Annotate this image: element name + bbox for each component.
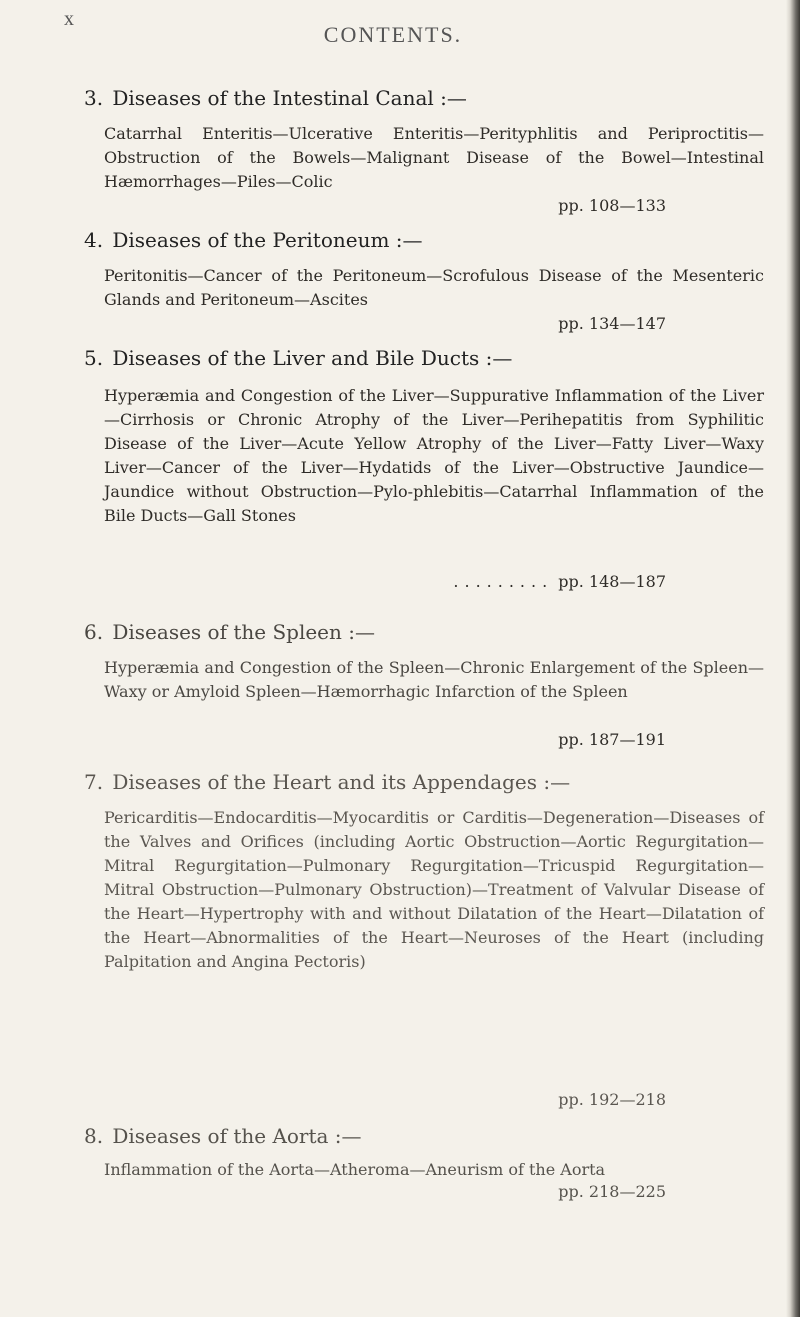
- dot-leader: .........: [453, 572, 554, 591]
- section-body: Inflammation of the Aorta—Atheroma—Aneurism of the Aorta: [104, 1160, 606, 1179]
- section-body: Hyperæmia and Congestion of the Spleen—Chronic Enlargement of the Spleen—Waxy or Amyloid Spleen—Hæmorrhagic Infarction of the Spleen: [104, 658, 764, 701]
- section-body: Peritonitis—Cancer of the Peritoneum—Scrofulous Disease of the Mesenteric Glands and Peritoneum—Ascites: [104, 266, 764, 309]
- page-range: ......... pp. 148—187: [453, 572, 666, 591]
- page-range: pp. 218—225: [558, 1182, 666, 1201]
- section-body: Pericarditis—Endocarditis—Myocarditis or Carditis—Degeneration—Diseases of the Valves and Orifices (including Aortic Obstruction—Aortic Regurgitation—Mitral Regurgitation—Pulmonary Regurgitation—Tricuspid Regurgitation—Mitral Obstruction—Pulmonary Obstruction)—Treatment of Valvular Disease of the Heart—Hypertrophy with and without Dilatation of the Heart—Dilatation of the Heart—Abnormalities of the Heart—Neuroses of the Heart (including Palpitation and Angina Pectoris): [104, 808, 764, 971]
- page-header: [0, 0, 786, 56]
- page-range: pp. 192—218: [558, 1090, 666, 1109]
- section-body: Catarrhal Enteritis—Ulcerative Enteritis—Perityphlitis and Periproctitis—Obstruction of the Bowels—Malignant Disease of the Bowel—Intestinal Hæmorrhages—Piles—Colic: [104, 124, 764, 191]
- section-heading: 6. Diseases of the Spleen :—: [84, 620, 375, 644]
- page-range: pp. 187—191: [558, 730, 666, 749]
- section-heading: 8. Diseases of the Aorta :—: [84, 1124, 362, 1148]
- section-body: Hyperæmia and Congestion of the Liver—Suppurative Inflammation of the Liver—Cirrhosis or Chronic Atrophy of the Liver—Perihepatitis from Syphilitic Disease of the Liver—Acute Yellow Atrophy of the Liver—Fatty Liver—Waxy Liver—Cancer of the Liver—Hydatids of the Liver—Obstructive Jaundice—Jaundice without Obstruction—Pylo-phlebitis—Catarrhal Inflammation of the Bile Ducts—Gall Stones: [104, 386, 764, 525]
- page-title: CONTENTS.: [323, 22, 463, 47]
- section-heading: 4. Diseases of the Peritoneum :—: [84, 228, 423, 252]
- section-heading: 3. Diseases of the Intestinal Canal :—: [84, 86, 467, 110]
- page-number: x: [64, 8, 74, 30]
- page-range: pp. 108—133: [558, 196, 666, 215]
- page-binding-edge: [786, 0, 800, 1317]
- page-range: pp. 134—147: [558, 314, 666, 333]
- section-heading: 7. Diseases of the Heart and its Appendages :—: [84, 770, 571, 794]
- section-heading: 5. Diseases of the Liver and Bile Ducts :—: [84, 346, 513, 370]
